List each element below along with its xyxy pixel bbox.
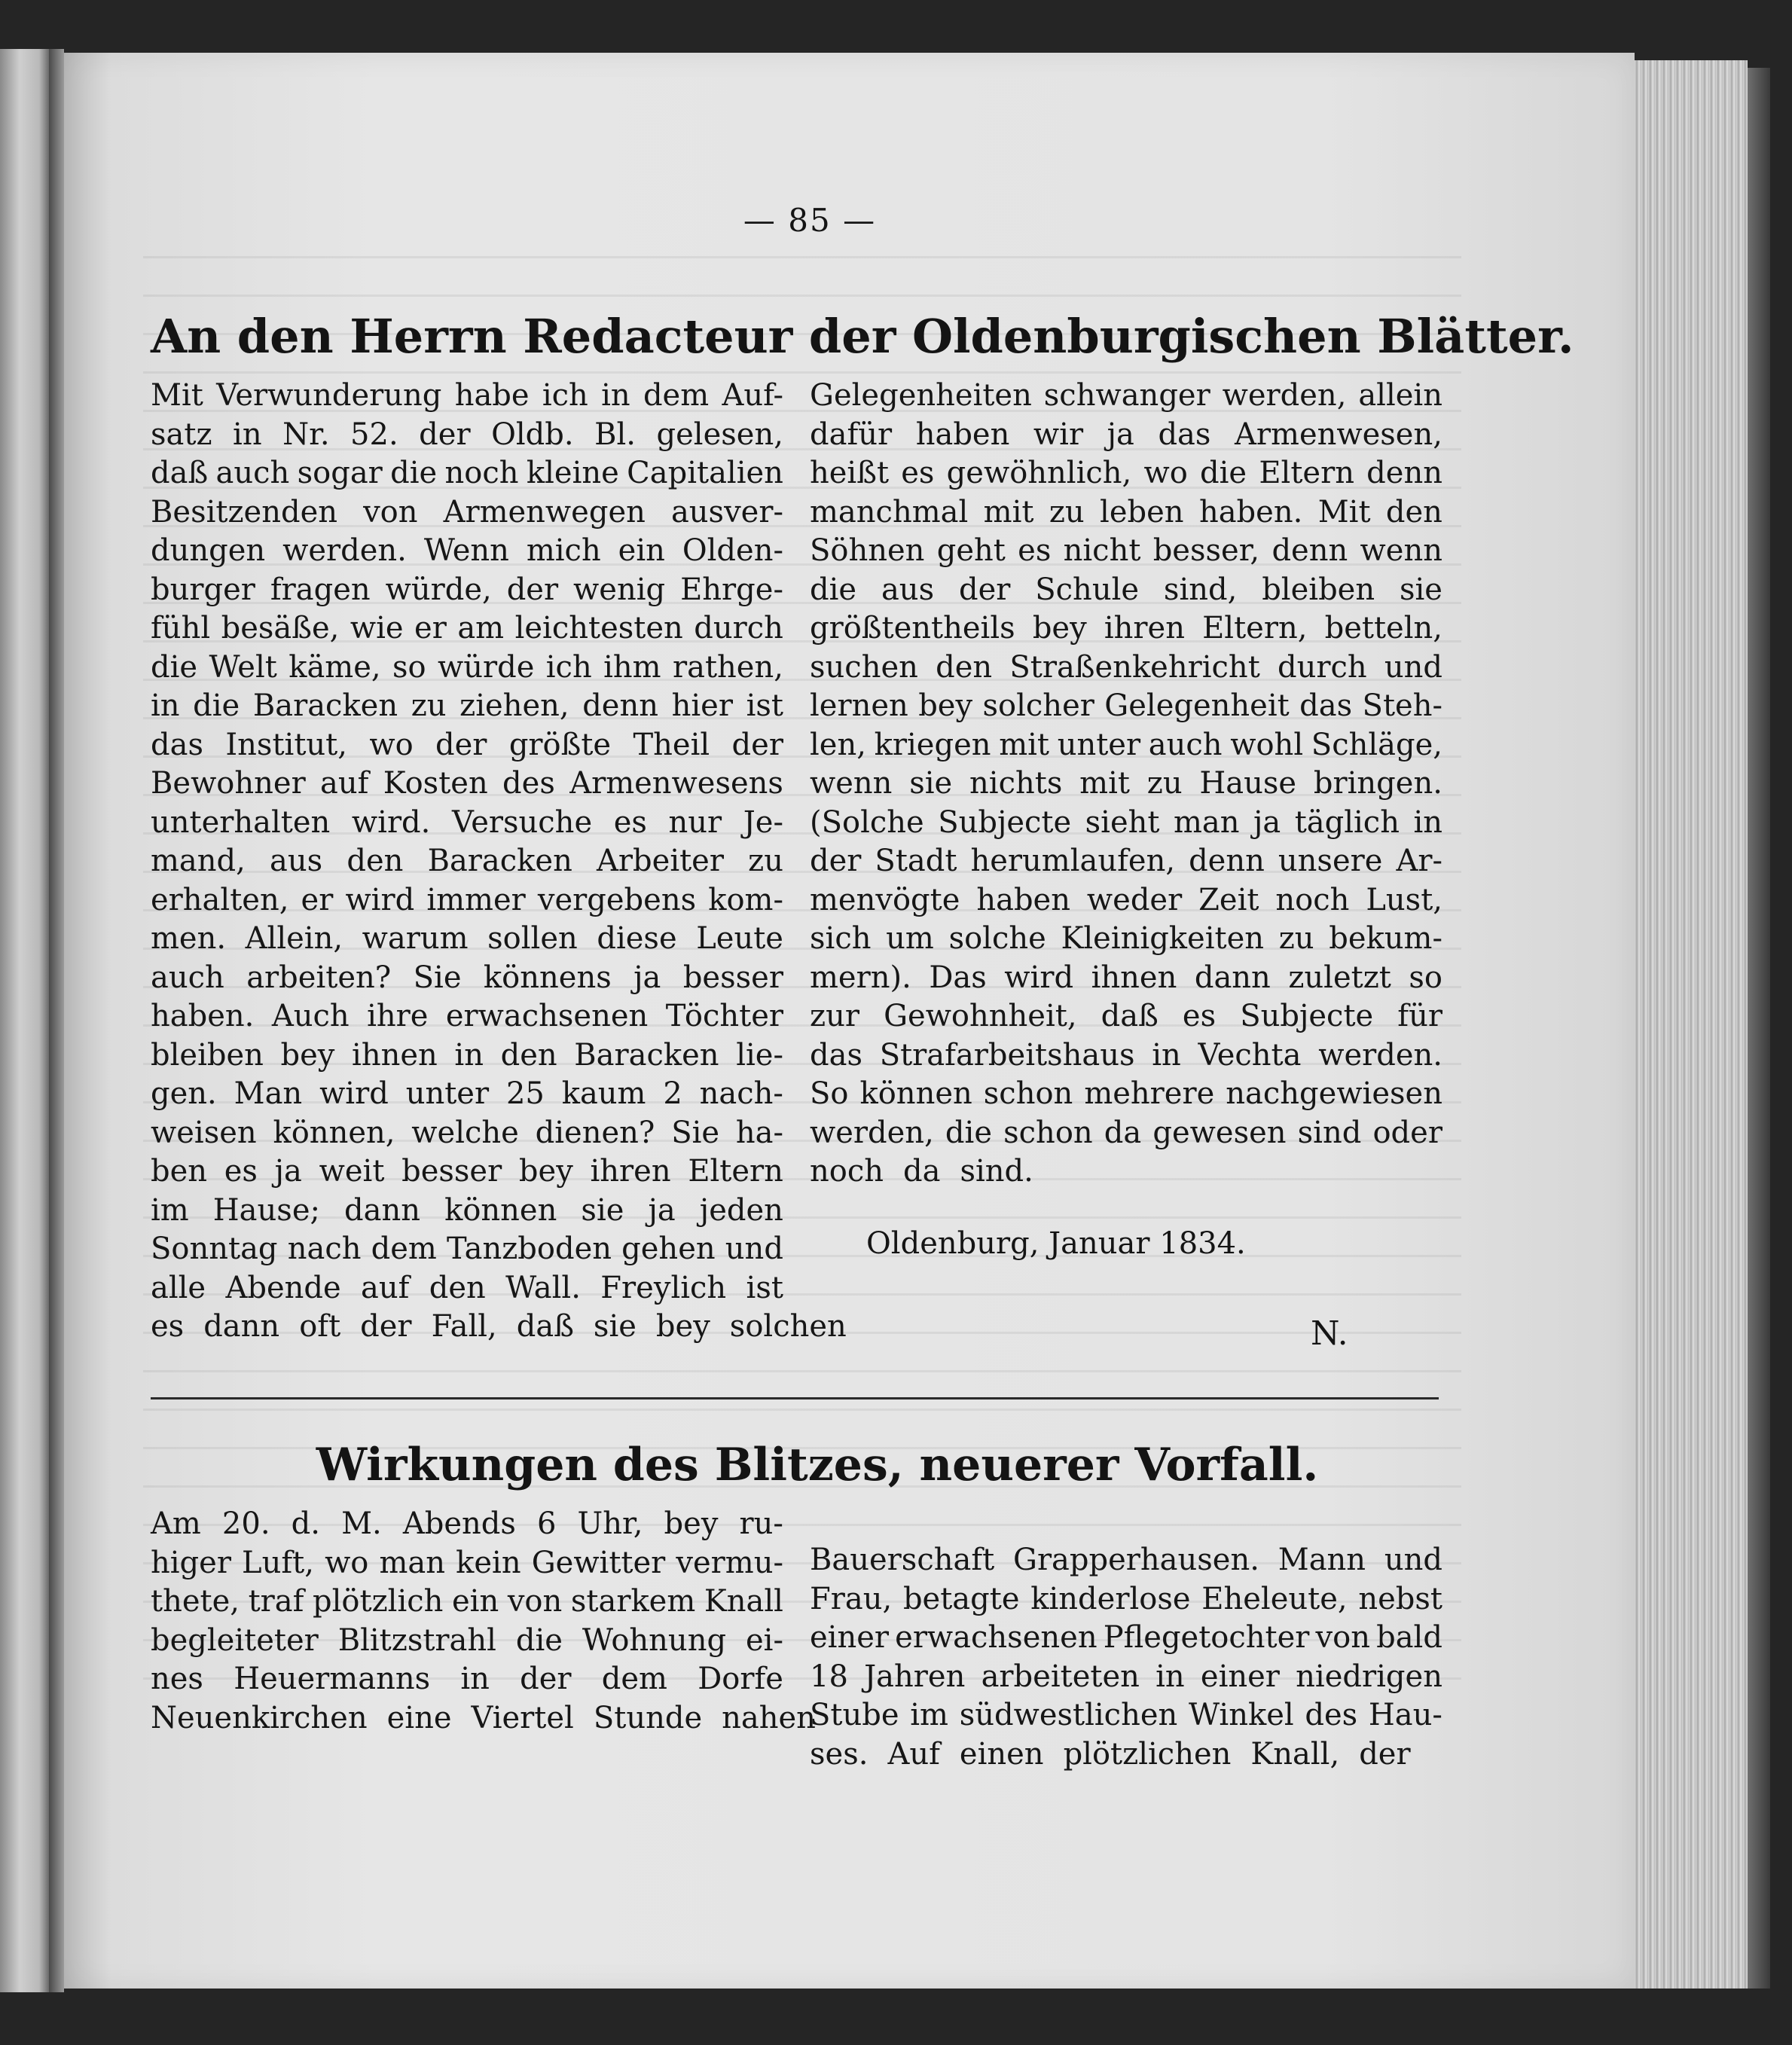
text-line: die aus der Schule sind, bleiben sie xyxy=(810,572,1442,607)
text-line: wenn sie nichts mit zu Hause bringen. xyxy=(810,766,1442,801)
text-line: Sonntag nach dem Tanzboden gehen und xyxy=(151,1232,783,1266)
text-line: sich um solche Kleinigkeiten zu bekum- xyxy=(810,921,1442,956)
text-line: Am 20. d. M. Abends 6 Uhr, bey ru- xyxy=(151,1506,783,1541)
text-line: So können schon mehrere nachgewiesen xyxy=(810,1076,1442,1111)
text-line: manchmal mit zu leben haben. Mit den xyxy=(810,494,1442,530)
text-line: len, kriegen mit unter auch wohl Schläge, xyxy=(810,727,1442,762)
text-line: bleiben bey ihnen in den Baracken lie- xyxy=(151,1037,783,1073)
text-line: weisen können, welche dienen? Sie ha- xyxy=(151,1115,783,1150)
text-line: higer Luft, wo man kein Gewitter vermu- xyxy=(151,1545,783,1580)
text-line: lernen bey solcher Gelegenheit das Steh- xyxy=(810,688,1442,723)
article-heading: Wirkungen des Blitzes, neuerer Vorfall. xyxy=(316,1439,1319,1491)
text-line: begleiteter Blitzstrahl die Wohnung ei- xyxy=(151,1622,783,1658)
text-line: werden, die schon da gewesen sind oder xyxy=(810,1115,1442,1150)
text-line: thete, traf plötzlich ein von starkem Knall xyxy=(151,1584,783,1619)
text-line: unterhalten wird. Versuche es nur Je- xyxy=(151,804,783,840)
text-line: Mit Verwunderung habe ich in dem Auf- xyxy=(151,378,783,413)
text-line: (Solche Subjecte sieht man ja täglich in xyxy=(810,804,1442,840)
letter-heading: An den Herrn Redacteur der Oldenburgischen Blätter. xyxy=(151,309,1574,364)
text-line: satz in Nr. 52. der Oldb. Bl. gelesen, xyxy=(151,417,783,452)
text-line: fühl besäße, wie er am leichtesten durch xyxy=(151,611,783,646)
text-line: zur Gewohnheit, daß es Subjecte für xyxy=(810,999,1442,1033)
text-line: der Stadt herumlaufen, denn unsere Ar- xyxy=(810,844,1442,878)
text-line: ben es ja weit besser bey ihren Eltern xyxy=(151,1154,783,1189)
section-divider xyxy=(151,1397,1439,1399)
text-line: Stube im südwestlichen Winkel des Hau- xyxy=(810,1698,1442,1732)
text-line: das Institut, wo der größte Theil der xyxy=(151,727,783,762)
text-line: alle Abende auf den Wall. Freylich ist xyxy=(151,1270,783,1305)
text-line: mern). Das wird ihnen dann zuletzt so xyxy=(810,960,1442,995)
text-line: daß auch sogar die noch kleine Capitalien xyxy=(151,456,783,490)
text-line: Söhnen geht es nicht besser, denn wenn xyxy=(810,533,1442,568)
text-line: suchen den Straßenkehricht durch und xyxy=(810,649,1442,685)
text-line: 18 Jahren arbeiteten in einer niedrigen xyxy=(810,1659,1442,1694)
text-line: dungen werden. Wenn mich ein Olden- xyxy=(151,533,783,568)
left-page-edge xyxy=(0,49,49,1992)
text-line: Bauerschaft Grapperhausen. Mann und xyxy=(810,1543,1442,1577)
text-line: auch arbeiten? Sie könnens ja besser xyxy=(151,960,783,995)
text-line: Besitzenden von Armenwegen ausver- xyxy=(151,494,783,530)
text-line: einer erwachsenen Pflegetochter von bald xyxy=(810,1620,1442,1655)
letter-left-column xyxy=(151,377,847,1347)
page-stack-edge xyxy=(1635,60,1748,1989)
text-line: Gelegenheiten schwanger werden, allein xyxy=(810,378,1442,413)
text-line: nes Heuermanns in der dem Dorfe xyxy=(151,1662,783,1696)
letter-right-column xyxy=(810,377,1442,1192)
text-line: größtentheils bey ihren Eltern, betteln, xyxy=(810,611,1442,646)
text-line: im Hause; dann können sie ja jeden xyxy=(151,1192,783,1228)
cover-edge xyxy=(1748,68,1770,1989)
book-gutter xyxy=(49,49,64,1992)
text-line: gen. Man wird unter 25 kaum 2 nach- xyxy=(151,1076,783,1111)
text-line: mand, aus den Baracken Arbeiter zu xyxy=(151,844,783,878)
text-line: Neuenkirchen eine Viertel Stunde nahen xyxy=(151,1700,816,1735)
text-line: es dann oft der Fall, daß sie bey solchen xyxy=(151,1309,847,1344)
text-line: Bewohner auf Kosten des Armenwesens xyxy=(151,766,783,801)
text-line: dafür haben wir ja das Armenwesen, xyxy=(810,417,1442,452)
letter-place-date: Oldenburg, Januar 1834. xyxy=(866,1226,1246,1261)
text-line: burger fragen würde, der wenig Ehrge- xyxy=(151,572,783,607)
text-line: heißt es gewöhnlich, wo die Eltern denn xyxy=(810,456,1442,490)
text-line: das Strafarbeitshaus in Vechta werden. xyxy=(810,1037,1442,1073)
text-line: Frau, betagte kinderlose Eheleute, nebst xyxy=(810,1581,1442,1616)
text-line: ses. Auf einen plötzlichen Knall, der xyxy=(810,1736,1411,1772)
letter-signature: N. xyxy=(1311,1314,1348,1353)
page-number: — 85 — xyxy=(743,202,877,239)
article-left-column xyxy=(151,1505,816,1738)
text-line: noch da sind. xyxy=(810,1154,1033,1189)
article-right-column xyxy=(810,1541,1442,1774)
text-line: men. Allein, warum sollen diese Leute xyxy=(151,921,783,956)
text-line: die Welt käme, so würde ich ihm rathen, xyxy=(151,649,783,685)
text-line: in die Baracken zu ziehen, denn hier ist xyxy=(151,688,783,723)
text-line: erhalten, er wird immer vergebens kom- xyxy=(151,882,783,917)
text-line: menvögte haben weder Zeit noch Lust, xyxy=(810,882,1442,917)
text-line: haben. Auch ihre erwachsenen Töchter xyxy=(151,999,783,1033)
